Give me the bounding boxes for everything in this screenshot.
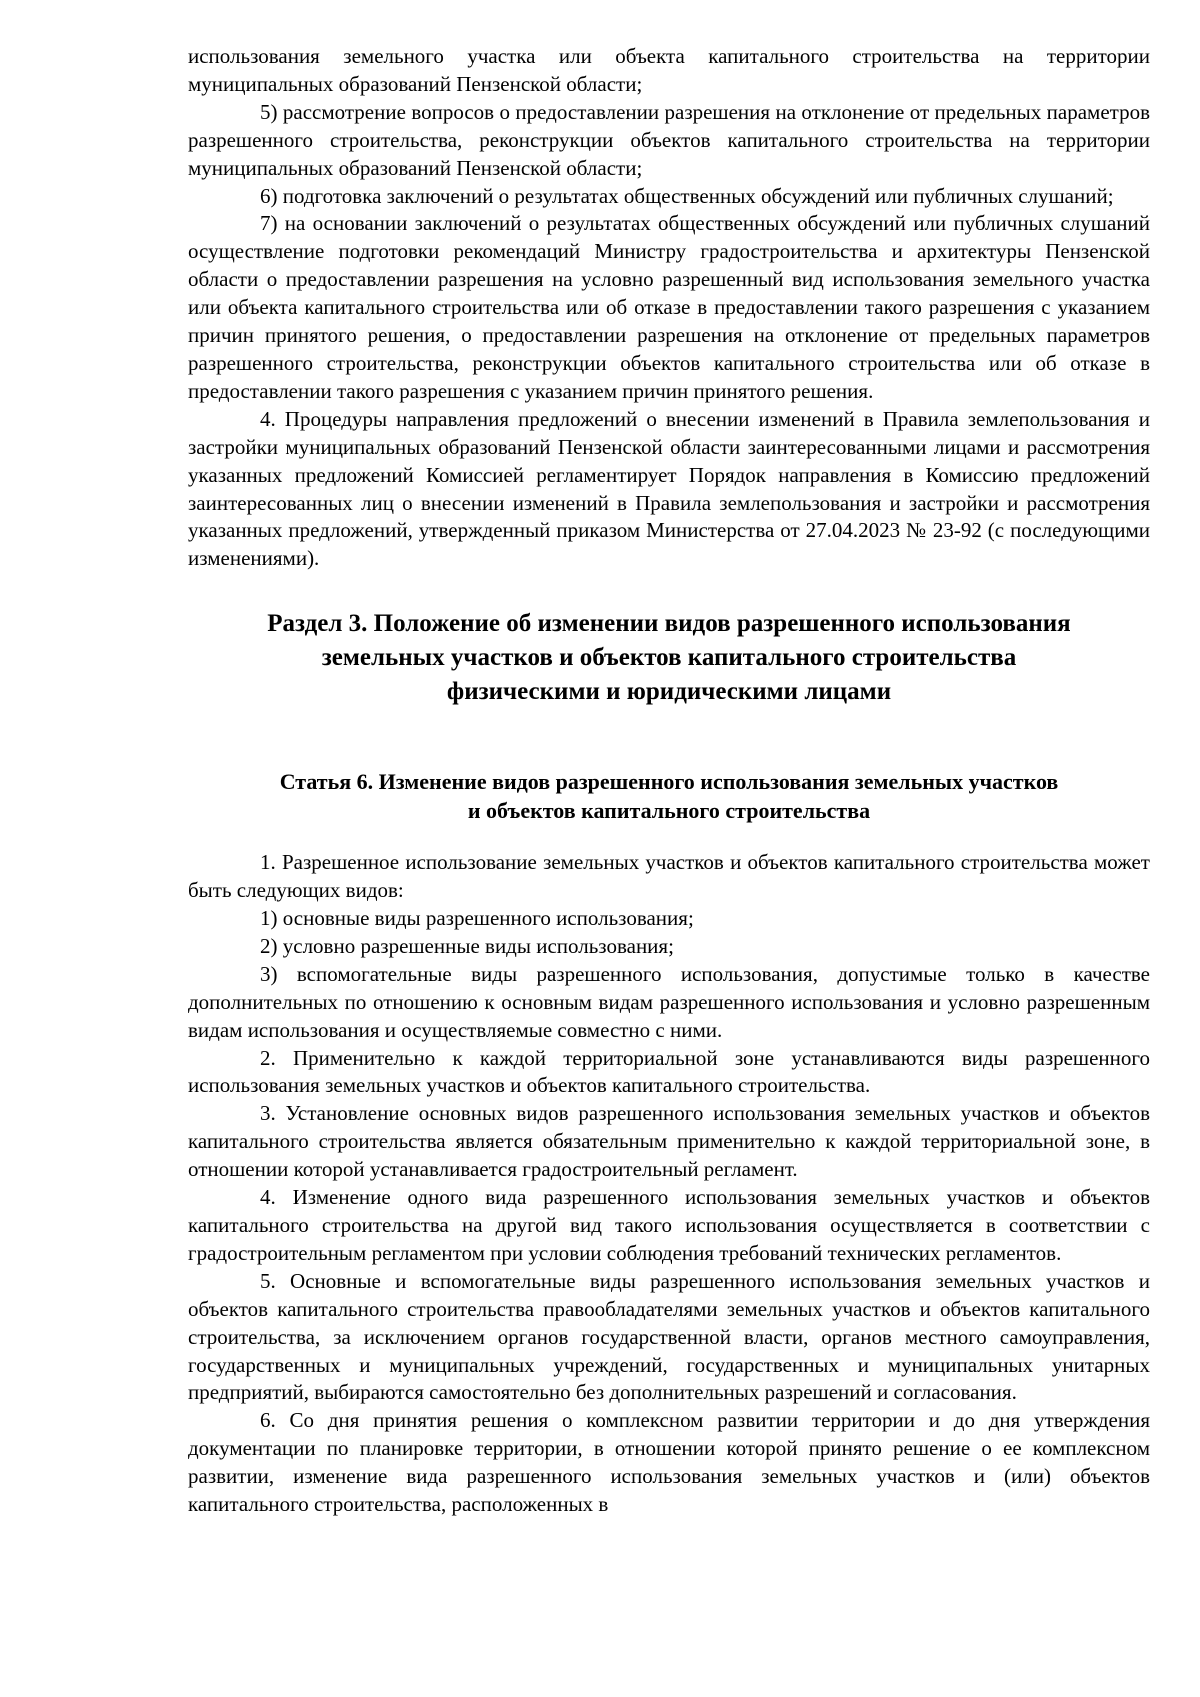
section-spacer [188, 573, 1150, 585]
paragraph: использования земельного участка или объекта капитального строительства на территории муниципальных образований Пензенской области; [188, 44, 1150, 96]
section-title-line: Раздел 3. Положение об изменении видов разрешенного использования [267, 610, 1071, 638]
document-page [188, 43, 1150, 1519]
paragraph: 1. Разрешенное использование земельных участков и объектов капитального строительства может быть следующих видов: [188, 850, 1150, 903]
article-title [188, 767, 1150, 825]
article-title-line: и объектов капитального строительства [467, 798, 871, 824]
paragraph: 6. Со дня принятия решения о комплексном развитии территории и до дня утверждения документации по планировке территории, в отношении которой принято решение о ее комплексном развитии, изменение вида разрешенного использования земельных участков и (или) объектов капитального строительства, расположенных в [188, 1408, 1150, 1517]
paragraph: 3. Установление основных видов разрешенного использования земельных участков и объектов капитального строительства является обязательным применительно к каждой территориальной зоне, в отношении которой устанавливается градостроительный регламент. [188, 1101, 1150, 1182]
paragraph: 2. Применительно к каждой территориальной зоне устанавливаются виды разрешенного использования земельных участков и объектов капитального строительства. [188, 1045, 1150, 1098]
section-title-line: земельных участков и объектов капитального строительства [321, 644, 1017, 672]
paragraph: 3) вспомогательные виды разрешенного использования, допустимые только в качестве дополнительных по отношению к основным видам разрешенного использования и условно разрешенным видам использования и осуществляемые совместно с ними. [188, 961, 1150, 1042]
paragraph: 2) условно разрешенные виды использования; [260, 933, 674, 958]
paragraph: 5) рассмотрение вопросов о предоставлении разрешения на отклонение от предельных параметров разрешенного строительства, реконструкции объектов капитального строительства на территории муниципальных образований Пензенской области; [188, 99, 1150, 180]
paragraph: 4. Изменение одного вида разрешенного использования земельных участков и объектов капитального строительства на другой вид такого использования осуществляется в соответствии с градостроительным регламентом при условии соблюдения требований технических регламентов. [188, 1185, 1150, 1265]
paragraph: 7) на основании заключений о результатах общественных обсуждений или публичных слушаний осуществление подготовки рекомендаций Министру градостроительства и архитектуры Пензенской области о предоставлении разрешения на условно разрешенный вид использования земельного участка или объекта капитального строительства или об отказе в предоставлении такого разрешения с указанием причин принятого решения, о предоставлении разрешения на отклонение от предельных параметров разрешенного строительства, реконструкции объектов капитального строительства или об отказе в предоставлении такого разрешения с указанием причин принятого решения. [188, 211, 1150, 403]
section-title [188, 607, 1150, 709]
section-title-line: физическими и юридическими лицами [446, 678, 892, 706]
paragraph: 5. Основные и вспомогательные виды разрешенного использования земельных участков и объектов капитального строительства правообладателями земельных участков и объектов капитального строительства, за исключением органов государственной власти, органов местного самоуправления, государственных и муниципальных учреждений, государственных и муниципальных унитарных предприятий, выбираются самостоятельно без дополнительных разрешений и согласования. [188, 1268, 1150, 1405]
paragraph: 4. Процедуры направления предложений о внесении изменений в Правила землепользования и застройки муниципальных образований Пензенской области заинтересованными лицами и рассмотрения указанных предложений Комиссией регламентирует Порядок направления в Комиссию предложений заинтересованных лиц о внесении изменений в Правила землепользования и застройки и рассмотрения указанных предложений, утвержденный приказом Министерства от 27.04.2023 № 23-92 (с последующими изменениями). [188, 406, 1150, 571]
article-body [188, 849, 1150, 1519]
paragraph: 6) подготовка заключений о результатах общественных обсуждений или публичных слушаний; [260, 183, 1114, 208]
article-title-line: Статья 6. Изменение видов разрешенного использования земельных участков [279, 769, 1059, 795]
paragraph: 1) основные виды разрешенного использования; [260, 906, 694, 931]
